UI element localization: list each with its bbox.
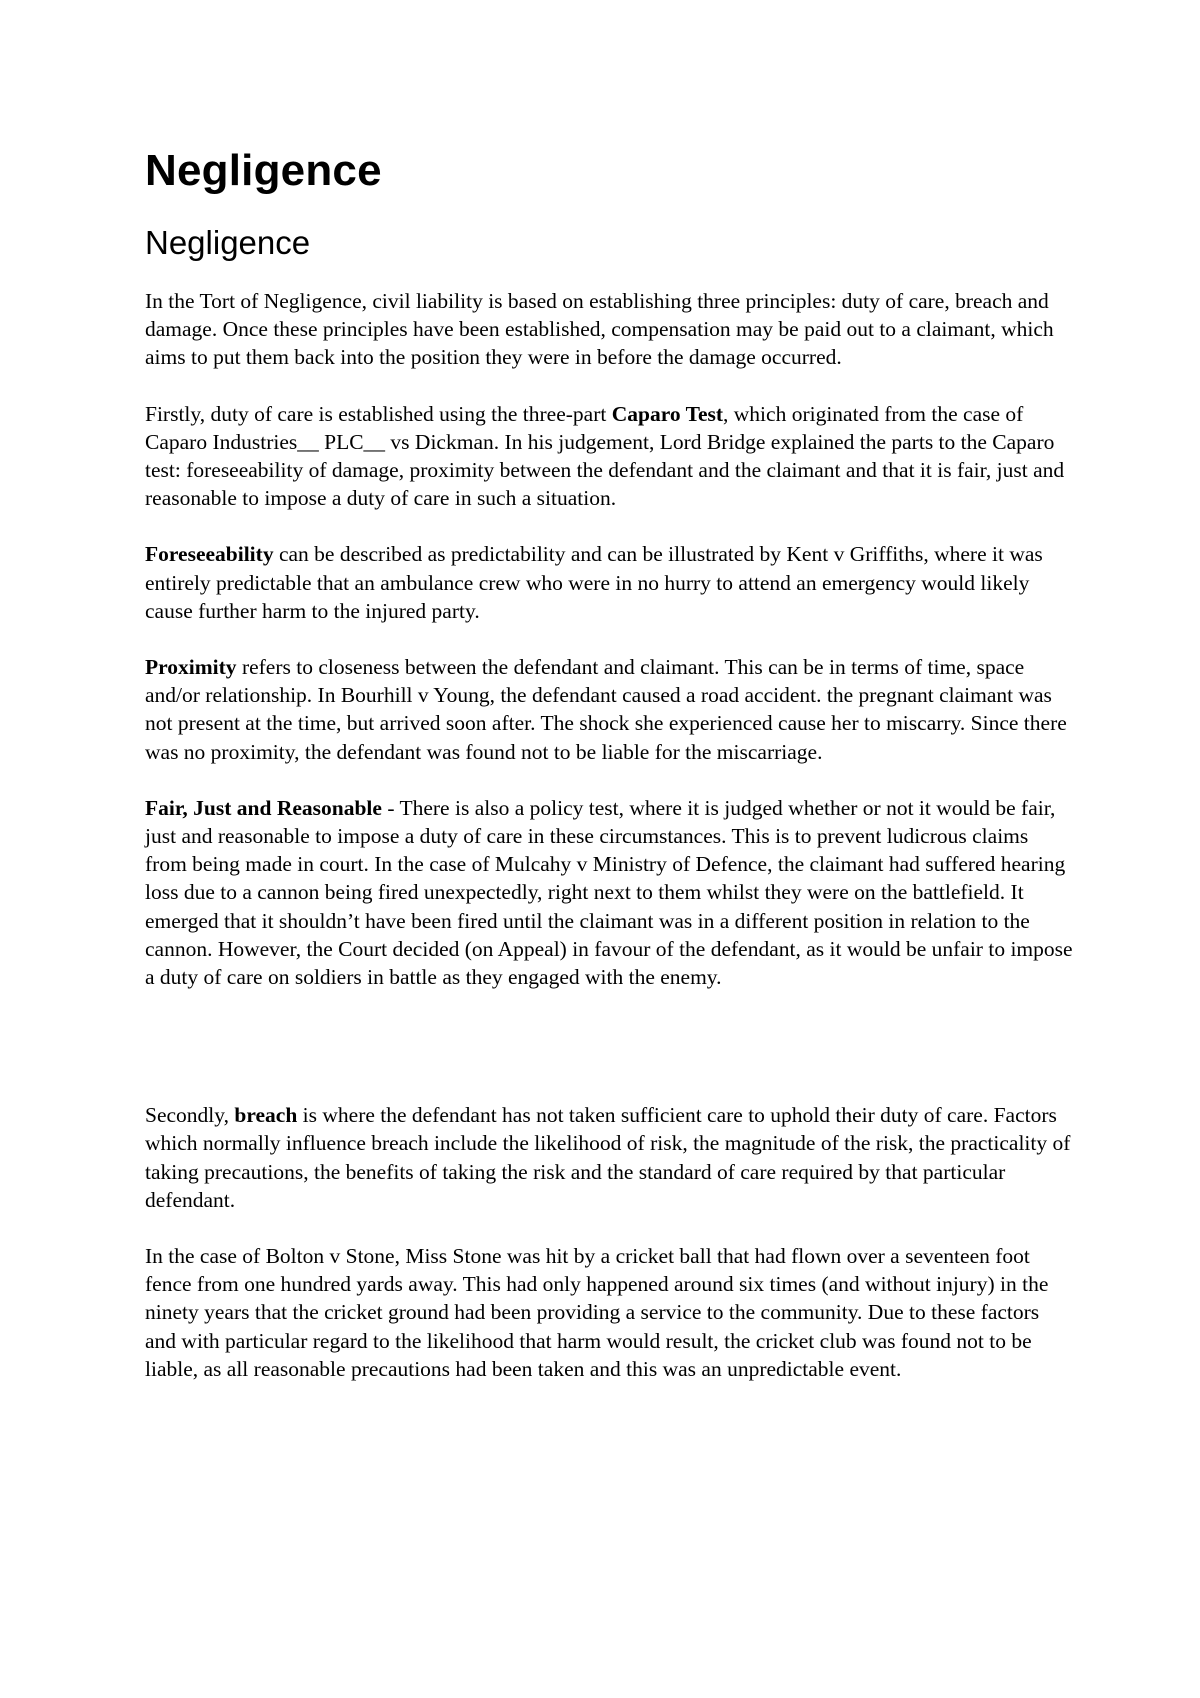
- proximity-term: Proximity: [145, 655, 237, 680]
- intro-paragraph: In the Tort of Negligence, civil liability is based on establishing three principles: duty of care, breach and damage. Once these principles have been established, compensation may be paid out to a claimant, which aims to put them back into the position they were in before the damage occurred.: [145, 289, 1054, 370]
- caparo-text-after: , which originated from the case of Caparo Industries__ PLC__ vs Dickman. In his judgement, Lord Bridge explained the parts to the Caparo test: foreseeability of damage, proximity between the defendant and the claimant and that it is fair, just and reasonable to impose a duty of care in such a situation.: [145, 401, 1065, 511]
- bolton-paragraph: In the case of Bolton v Stone, Miss Stone was hit by a cricket ball that had flown over a seventeen foot fence from one hundred yards away. This had only happened around six times (and without injury) in the ninety years that the cricket ground had been providing a service to the community. Due to these factors and with particular regard to the likelihood that harm would result, the cricket club was found not to be liable, as all reasonable precautions had been taken and this was an unpredictable event.: [145, 1244, 1049, 1381]
- breach-term: breach: [234, 1103, 298, 1128]
- section-heading: Negligence: [145, 224, 311, 261]
- foreseeability-paragraph: [145, 540, 1075, 625]
- document-body: [145, 145, 1075, 1383]
- breach-paragraph: [145, 1101, 1075, 1214]
- fair-just-reasonable-paragraph: [145, 794, 1075, 991]
- caparo-paragraph: [145, 400, 1075, 513]
- proximity-text: refers to closeness between the defendant and claimant. This can be in terms of time, space and/or relationship. In Bourhill v Young, the defendant caused a road accident. the pregnant claimant was not present at the time, but arrived soon after. The shock she experienced cause her to miscarry. Since there was no proximity, the defendant was found not to be liable for the miscarriage.: [145, 655, 1067, 764]
- caparo-text-before: Firstly, duty of care is established using the three-part: [145, 401, 612, 426]
- caparo-test-term: Caparo Test: [611, 401, 724, 426]
- fair-just-reasonable-term: Fair, Just and Reasonable: [145, 795, 382, 820]
- breach-text-before: Secondly,: [145, 1103, 235, 1128]
- foreseeability-text: can be described as predictability and can be illustrated by Kent v Griffiths, where it was entirely predictable that an ambulance crew who were in no hurry to attend an emergency would likely cause further harm to the injured party.: [145, 542, 1043, 623]
- breach-text-after: is where the defendant has not taken sufficient care to uphold their duty of care. Factors which normally influence breach include the likelihood of risk, the magnitude of the risk, the practicality of taking precautions, the benefits of taking the risk and the standard of care required by that particular defendant.: [145, 1103, 1071, 1212]
- proximity-paragraph: [145, 653, 1075, 766]
- foreseeability-term: Foreseeability: [145, 542, 274, 567]
- document-title: Negligence: [145, 146, 382, 195]
- fair-just-reasonable-text: - There is also a policy test, where it is judged whether or not it would be fair, just and reasonable to impose a duty of care in these circumstances. This is to prevent ludicrous claims from being made in court. In the case of Mulcahy v Ministry of Defence, the claimant had suffered hearing loss due to a cannon being fired unexpectedly, right next to them whilst they were on the battlefield. It emerged that it shouldn’t have been fired until the claimant was in a different position in relation to the cannon. However, the Court decided (on Appeal) in favour of the defendant, as it would be unfair to impose a duty of care on soldiers in battle as they engaged with the enemy.: [145, 795, 1073, 990]
